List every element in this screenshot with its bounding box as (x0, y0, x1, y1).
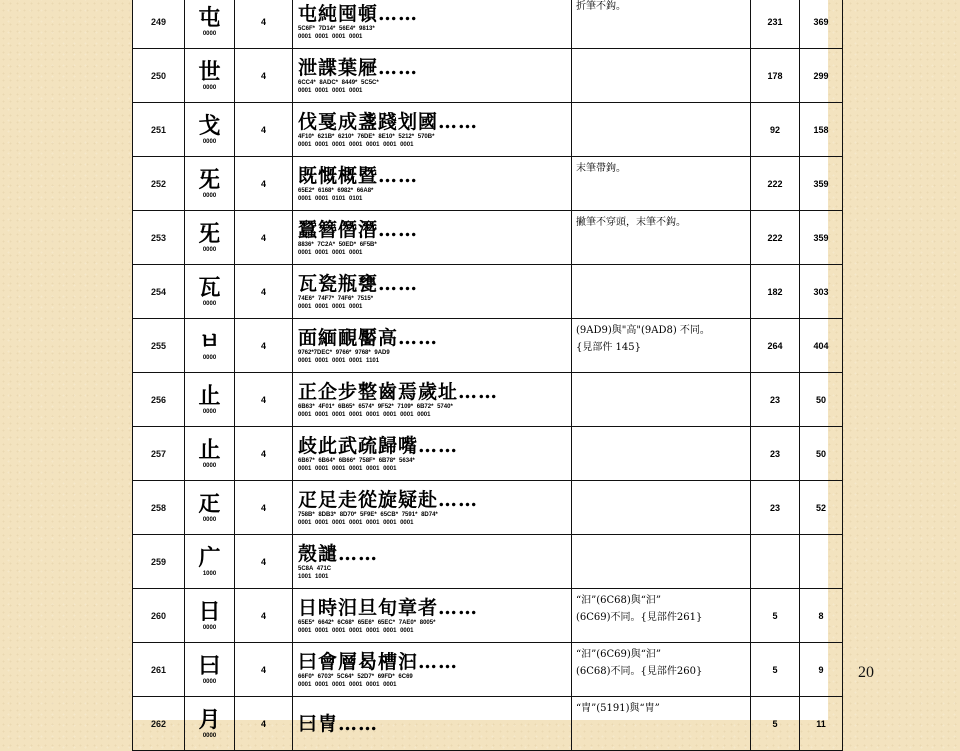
radical-code: 0000 (202, 462, 217, 469)
example-characters: 殼譴…… (298, 542, 379, 565)
count-column-1: 5 (751, 643, 800, 697)
flag-codes: 0001 0001 0101 0101 (298, 195, 363, 202)
stroke-count: 4 (235, 481, 293, 535)
flag-codes: 0001 0001 0001 0001 0001 0001 (298, 681, 397, 688)
example-characters: 曰冑…… (298, 712, 379, 735)
radical-cell (185, 265, 235, 319)
stroke-count: 4 (235, 643, 293, 697)
note-cell (572, 697, 751, 751)
example-characters: 瓦瓷瓶甕…… (298, 272, 419, 295)
stroke-count: 4 (235, 697, 293, 751)
radical-code: 0000 (202, 624, 217, 631)
table-row (133, 373, 843, 427)
count-column-1 (751, 535, 800, 589)
radical-code: 0000 (202, 300, 217, 307)
example-cell (293, 481, 572, 535)
note-cell (572, 49, 751, 103)
row-number: 250 (133, 49, 185, 103)
radical-code: 0000 (202, 192, 217, 199)
radical-glyph: 止 (198, 382, 221, 409)
note-text: “冑”(5191)與“冑” (576, 703, 660, 714)
row-number: 261 (133, 643, 185, 697)
example-cell (293, 697, 572, 751)
radical-cell (185, 49, 235, 103)
table-row (133, 697, 843, 751)
note-cell (572, 211, 751, 265)
radical-glyph: 世 (198, 58, 221, 85)
note-cell (572, 481, 751, 535)
count-column-2: 8 (800, 589, 843, 643)
stroke-count: 4 (235, 211, 293, 265)
count-column-2: 369 (800, 0, 843, 49)
count-column-2 (800, 535, 843, 589)
stroke-count: 4 (235, 373, 293, 427)
radical-code: 0000 (202, 84, 217, 91)
count-column-2: 9 (800, 643, 843, 697)
example-characters: 泄諜葉屜…… (298, 56, 419, 79)
radical-glyph: 瓦 (198, 274, 221, 301)
note-cell (572, 103, 751, 157)
radical-code: 0000 (202, 354, 217, 361)
row-number: 255 (133, 319, 185, 373)
example-cell (293, 427, 572, 481)
radical-cell (185, 0, 235, 49)
radical-glyph: 日 (198, 598, 221, 625)
radical-cell (185, 589, 235, 643)
count-column-2: 52 (800, 481, 843, 535)
example-cell (293, 103, 572, 157)
table-row (133, 0, 843, 49)
document-page (132, 0, 829, 739)
radical-cell (185, 535, 235, 589)
stroke-count: 4 (235, 265, 293, 319)
radical-code: 0000 (202, 516, 217, 523)
note-text: 撇筆不穿頭，末筆不鈎。 (576, 217, 686, 228)
example-characters: 歧此武疏歸嘴…… (298, 434, 459, 457)
flag-codes: 0001 0001 0001 0001 0001 0001 (298, 465, 397, 472)
radical-cell (185, 481, 235, 535)
count-column-1: 182 (751, 265, 800, 319)
unicode-codes: 758B* 8DB3* 8D70* 5F9E* 65CB* 7591* 8D74* (298, 511, 438, 518)
count-column-2: 50 (800, 427, 843, 481)
row-number: 252 (133, 157, 185, 211)
radical-code: 0000 (202, 732, 217, 739)
note-text: 折筆不鈎。 (576, 1, 626, 12)
flag-codes: 0001 0001 0001 0001 (298, 249, 363, 256)
count-column-1: 264 (751, 319, 800, 373)
radical-glyph: 𤴓 (198, 490, 221, 517)
row-number: 254 (133, 265, 185, 319)
radical-glyph: 曰 (198, 652, 221, 679)
count-column-2: 303 (800, 265, 843, 319)
radical-cell (185, 157, 235, 211)
example-cell (293, 211, 572, 265)
stroke-count: 4 (235, 589, 293, 643)
radical-code: 0000 (202, 408, 217, 415)
count-column-2: 359 (800, 157, 843, 211)
radical-glyph: 屯 (198, 4, 221, 31)
unicode-codes: 5C6F* 7D14* 56E4* 9813* (298, 25, 375, 32)
flag-codes: 0001 0001 0001 0001 0001 0001 0001 (298, 519, 414, 526)
example-cell (293, 157, 572, 211)
table-row (133, 589, 843, 643)
count-column-1: 222 (751, 211, 800, 265)
table-row (133, 211, 843, 265)
count-column-2: 359 (800, 211, 843, 265)
row-number: 257 (133, 427, 185, 481)
radical-cell (185, 697, 235, 751)
count-column-1: 23 (751, 427, 800, 481)
table-row (133, 319, 843, 373)
example-characters: 蠶簪僭潛…… (298, 218, 419, 241)
table-row (133, 103, 843, 157)
count-column-1: 5 (751, 589, 800, 643)
radical-code: 0000 (202, 246, 217, 253)
example-characters: 曰會層曷槽汩…… (298, 650, 459, 673)
radical-glyph: 旡 (198, 166, 221, 193)
count-column-1: 231 (751, 0, 800, 49)
note-text: 末筆帶鉤。 (576, 163, 626, 174)
example-cell (293, 319, 572, 373)
note-text: “汩”(6C68)與“汩” (6C69)不同。{見部件261} (576, 595, 703, 623)
radical-code: 0000 (202, 30, 217, 37)
unicode-codes: 5C8A 471C (298, 565, 332, 572)
count-column-1: 23 (751, 373, 800, 427)
table-row (133, 481, 843, 535)
table-row (133, 49, 843, 103)
flag-codes: 0001 0001 0001 0001 (298, 33, 363, 40)
slide-page-number: 20 (858, 664, 874, 681)
radical-code: 0000 (202, 678, 217, 685)
unicode-codes: 66F0* 6703* 5C64* 52D7* 69FD* 6C69 (298, 673, 413, 680)
count-column-2: 299 (800, 49, 843, 103)
stroke-count: 4 (235, 319, 293, 373)
note-cell (572, 535, 751, 589)
row-number: 259 (133, 535, 185, 589)
unicode-codes: 65E2* 6168* 6982* 66A8* (298, 187, 374, 194)
radical-cell (185, 211, 235, 265)
radical-glyph: 旡 (198, 220, 221, 247)
count-column-1: 178 (751, 49, 800, 103)
example-cell (293, 373, 572, 427)
unicode-codes: 65E5* 6642* 6C68* 65E6* 65EC* 7AE0* 8005* (298, 619, 436, 626)
radical-cell (185, 427, 235, 481)
note-cell (572, 0, 751, 49)
example-characters: 面緬靦靨高…… (298, 326, 439, 349)
count-column-2: 11 (800, 697, 843, 751)
table-row (133, 427, 843, 481)
note-cell (572, 319, 751, 373)
count-column-2: 404 (800, 319, 843, 373)
note-text: “汩”(6C69)與“汩” (6C68)不同。{見部件260} (576, 649, 703, 677)
count-column-1: 222 (751, 157, 800, 211)
count-column-1: 92 (751, 103, 800, 157)
radical-cell (185, 643, 235, 697)
row-number: 251 (133, 103, 185, 157)
radical-glyph: 广 (198, 544, 221, 571)
table-row (133, 535, 843, 589)
unicode-codes: 9762*7DEC* 9766* 9768* 9AD9 (298, 349, 390, 356)
table-row (133, 157, 843, 211)
radical-code: 1000 (202, 570, 217, 577)
flag-codes: 1001 1001 (298, 573, 329, 580)
example-cell (293, 535, 572, 589)
note-cell (572, 427, 751, 481)
flag-codes: 0001 0001 0001 0001 0001 0001 0001 (298, 627, 414, 634)
row-number: 253 (133, 211, 185, 265)
note-cell (572, 643, 751, 697)
stroke-count: 4 (235, 157, 293, 211)
radical-code: 0000 (202, 138, 217, 145)
unicode-codes: 8836* 7C2A* 50ED* 6F5B* (298, 241, 377, 248)
table-body (133, 0, 843, 751)
example-cell (293, 49, 572, 103)
component-table (132, 0, 843, 751)
example-cell (293, 643, 572, 697)
flag-codes: 0001 0001 0001 0001 (298, 87, 363, 94)
note-cell (572, 157, 751, 211)
stroke-count: 4 (235, 0, 293, 49)
table-row (133, 643, 843, 697)
unicode-codes: 6B67* 6B64* 6B66* 758F* 6B78* 5634* (298, 457, 415, 464)
note-cell (572, 265, 751, 319)
radical-glyph: ㅂ (198, 328, 221, 355)
row-number: 249 (133, 0, 185, 49)
example-characters: 疋足走從旋疑赴…… (298, 488, 479, 511)
row-number: 262 (133, 697, 185, 751)
flag-codes: 0001 0001 0001 0001 (298, 303, 363, 310)
example-cell (293, 589, 572, 643)
radical-cell (185, 373, 235, 427)
note-cell (572, 373, 751, 427)
flag-codes: 0001 0001 0001 0001 0001 0001 0001 (298, 141, 414, 148)
count-column-2: 158 (800, 103, 843, 157)
example-cell (293, 265, 572, 319)
row-number: 260 (133, 589, 185, 643)
unicode-codes: 4F10* 621B* 6210* 76DE* 8E10* 5212* 570B* (298, 133, 435, 140)
unicode-codes: 6B63* 4F01* 6B65* 6574* 9F52* 7109* 6B72* 5740* (298, 403, 453, 410)
example-characters: 正企步整齒焉歲址…… (298, 380, 499, 403)
radical-glyph: 月 (198, 706, 221, 733)
example-characters: 日時汨旦旬章者…… (298, 596, 479, 619)
example-characters: 伐戛成盞踐划國…… (298, 110, 479, 133)
flag-codes: 0001 0001 0001 0001 0001 0001 0001 0001 (298, 411, 431, 418)
unicode-codes: 74E6* 74F7* 74F6* 7515* (298, 295, 374, 302)
flag-codes: 0001 0001 0001 0001 1101 (298, 357, 380, 364)
row-number: 258 (133, 481, 185, 535)
radical-cell (185, 319, 235, 373)
stroke-count: 4 (235, 49, 293, 103)
count-column-1: 5 (751, 697, 800, 751)
stroke-count: 4 (235, 427, 293, 481)
radical-cell (185, 103, 235, 157)
count-column-1: 23 (751, 481, 800, 535)
example-characters: 屯純囤頓…… (298, 2, 419, 25)
example-cell (293, 0, 572, 49)
example-characters: 既慨概暨…… (298, 164, 419, 187)
stroke-count: 4 (235, 103, 293, 157)
note-cell (572, 589, 751, 643)
radical-glyph: 戈 (198, 112, 221, 139)
note-text: (9AD9)與"高"(9AD8) 不同。 {見部件 145} (576, 325, 710, 353)
radical-glyph: 止 (198, 436, 221, 463)
table-row (133, 265, 843, 319)
stroke-count: 4 (235, 535, 293, 589)
row-number: 256 (133, 373, 185, 427)
unicode-codes: 6CC4* 8ADC* 8449* 5C5C* (298, 79, 379, 86)
count-column-2: 50 (800, 373, 843, 427)
